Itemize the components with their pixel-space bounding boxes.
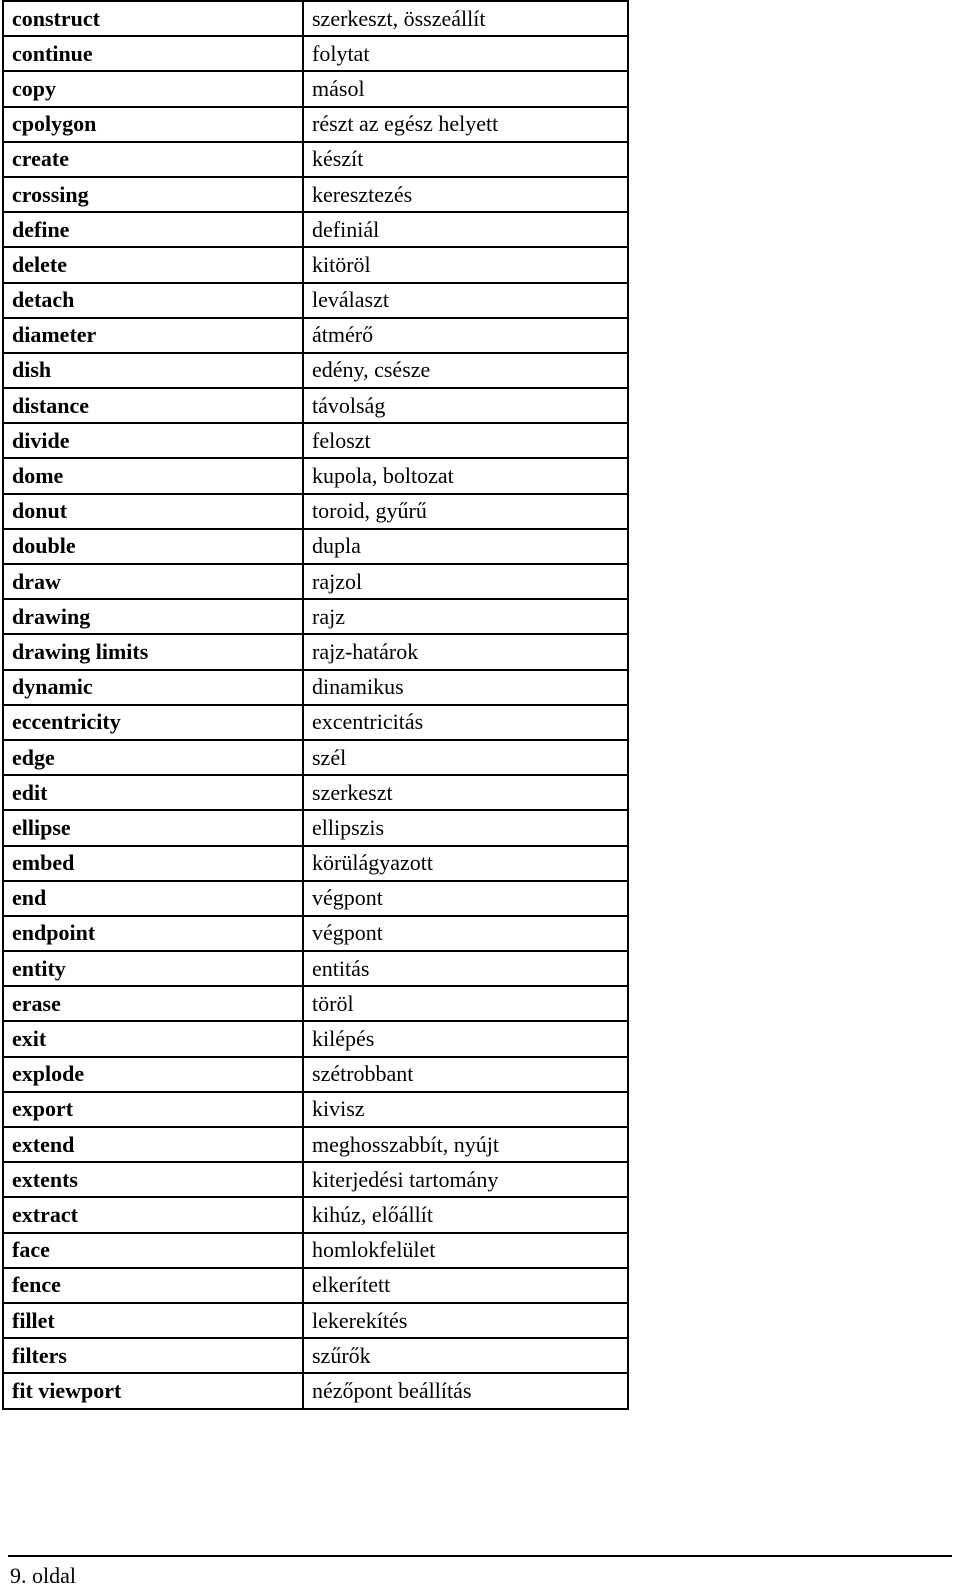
glossary-row [3,36,628,71]
glossary-row [3,881,628,916]
hungarian-translation: meghosszabbít, nyújt [303,1127,628,1162]
hungarian-translation: töröl [303,986,628,1021]
glossary-row [3,1373,628,1408]
glossary-row [3,212,628,247]
hungarian-translation: részt az egész helyett [303,107,628,142]
english-term: construct [3,1,303,36]
glossary-row [3,634,628,669]
glossary-row [3,1092,628,1127]
english-term: create [3,142,303,177]
english-term: eccentricity [3,705,303,740]
english-term: double [3,529,303,564]
glossary-row [3,810,628,845]
english-term: face [3,1233,303,1268]
hungarian-translation: szél [303,740,628,775]
hungarian-translation: másol [303,71,628,106]
english-term: dish [3,353,303,388]
glossary-row [3,458,628,493]
english-term: donut [3,494,303,529]
glossary-row [3,846,628,881]
hungarian-translation: távolság [303,388,628,423]
hungarian-translation: kupola, boltozat [303,458,628,493]
glossary-row [3,564,628,599]
glossary-row [3,494,628,529]
glossary-row [3,1057,628,1092]
hungarian-translation: szerkeszt [303,775,628,810]
glossary-row [3,177,628,212]
english-term: exit [3,1021,303,1056]
english-term: dome [3,458,303,493]
glossary-row [3,423,628,458]
glossary-row [3,1303,628,1338]
hungarian-translation: rajz-határok [303,634,628,669]
english-term: ellipse [3,810,303,845]
hungarian-translation: végpont [303,916,628,951]
glossary-row [3,142,628,177]
english-term: draw [3,564,303,599]
glossary-row [3,775,628,810]
english-term: embed [3,846,303,881]
hungarian-translation: nézőpont beállítás [303,1373,628,1408]
english-term: detach [3,283,303,318]
glossary-row [3,1162,628,1197]
english-term: explode [3,1057,303,1092]
hungarian-translation: folytat [303,36,628,71]
hungarian-translation: szétrobbant [303,1057,628,1092]
english-term: end [3,881,303,916]
glossary-row [3,986,628,1021]
english-term: extents [3,1162,303,1197]
hungarian-translation: elkerített [303,1268,628,1303]
hungarian-translation: kivisz [303,1092,628,1127]
glossary-row [3,529,628,564]
english-term: export [3,1092,303,1127]
english-term: continue [3,36,303,71]
hungarian-translation: kilépés [303,1021,628,1056]
glossary-row [3,1268,628,1303]
glossary-row [3,107,628,142]
english-term: drawing [3,599,303,634]
hungarian-translation: keresztezés [303,177,628,212]
english-term: copy [3,71,303,106]
hungarian-translation: excentricitás [303,705,628,740]
hungarian-translation: dupla [303,529,628,564]
hungarian-translation: toroid, gyűrű [303,494,628,529]
page-number: 9. oldal [10,1563,76,1588]
hungarian-translation: lekerekítés [303,1303,628,1338]
english-term: cpolygon [3,107,303,142]
english-term: diameter [3,318,303,353]
glossary-row [3,916,628,951]
english-term: crossing [3,177,303,212]
english-term: define [3,212,303,247]
glossary-row [3,670,628,705]
hungarian-translation: szűrők [303,1338,628,1373]
glossary-row [3,247,628,282]
english-term: extract [3,1197,303,1232]
glossary-row [3,1338,628,1373]
glossary-row [3,1,628,36]
hungarian-translation: szerkeszt, összeállít [303,1,628,36]
hungarian-translation: készít [303,142,628,177]
hungarian-translation: rajz [303,599,628,634]
english-term: entity [3,951,303,986]
hungarian-translation: entitás [303,951,628,986]
hungarian-translation: kitöröl [303,247,628,282]
glossary-table [2,0,629,1410]
glossary-row [3,1197,628,1232]
glossary-row [3,388,628,423]
english-term: dynamic [3,670,303,705]
glossary-row [3,705,628,740]
english-term: distance [3,388,303,423]
glossary-row [3,1127,628,1162]
english-term: edge [3,740,303,775]
english-term: drawing limits [3,634,303,669]
english-term: delete [3,247,303,282]
english-term: endpoint [3,916,303,951]
glossary-row [3,1233,628,1268]
hungarian-translation: feloszt [303,423,628,458]
hungarian-translation: edény, csésze [303,353,628,388]
english-term: extend [3,1127,303,1162]
hungarian-translation: definiál [303,212,628,247]
glossary-row [3,71,628,106]
glossary-row [3,353,628,388]
english-term: divide [3,423,303,458]
hungarian-translation: leválaszt [303,283,628,318]
glossary-body [3,1,628,1409]
english-term: fence [3,1268,303,1303]
footer-divider [8,1555,952,1557]
glossary-row [3,283,628,318]
english-term: erase [3,986,303,1021]
glossary-row [3,599,628,634]
english-term: filters [3,1338,303,1373]
hungarian-translation: rajzol [303,564,628,599]
hungarian-translation: dinamikus [303,670,628,705]
english-term: fit viewport [3,1373,303,1408]
hungarian-translation: ellipszis [303,810,628,845]
hungarian-translation: átmérő [303,318,628,353]
glossary-row [3,1021,628,1056]
hungarian-translation: homlokfelület [303,1233,628,1268]
english-term: edit [3,775,303,810]
hungarian-translation: kiterjedési tartomány [303,1162,628,1197]
hungarian-translation: kihúz, előállít [303,1197,628,1232]
hungarian-translation: végpont [303,881,628,916]
glossary-row [3,318,628,353]
hungarian-translation: körülágyazott [303,846,628,881]
glossary-row [3,740,628,775]
english-term: fillet [3,1303,303,1338]
glossary-row [3,951,628,986]
